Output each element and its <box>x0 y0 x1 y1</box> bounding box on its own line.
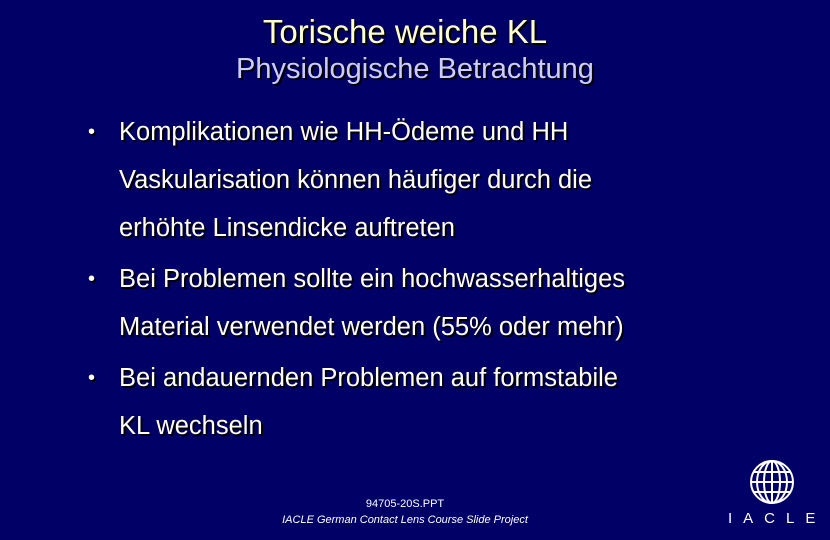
bullet-marker: • <box>88 268 96 290</box>
bullet-line: Bei Problemen sollte ein hochwasserhaltiges <box>119 265 626 293</box>
bullet-line: Bei andauernden Problemen auf formstabile <box>119 364 618 392</box>
bullet-item <box>88 255 728 351</box>
bullet-list <box>88 108 728 450</box>
footer-project-name: IACLE German Contact Lens Course Slide Project <box>282 514 528 526</box>
bullet-marker: • <box>88 367 96 389</box>
globe-icon <box>748 458 796 506</box>
bullet-marker: • <box>88 121 96 143</box>
slide-footer <box>230 496 580 528</box>
bullet-item <box>88 108 728 252</box>
slide-subtitle: Physiologische Betrachtung <box>236 53 594 85</box>
slide-title: Torische weiche KL <box>262 13 548 50</box>
logo-text: IACLE <box>728 510 827 527</box>
bullet-line: Vaskularisation können häufiger durch die <box>119 166 592 194</box>
bullet-line: erhöhte Linsendicke auftreten <box>119 214 455 242</box>
bullet-item <box>88 354 728 450</box>
bullet-line: Material verwendet werden (55% oder mehr) <box>119 313 624 341</box>
bullet-line: Komplikationen wie HH-Ödeme und HH <box>119 118 569 146</box>
footer-file-code: 94705-20S.PPT <box>365 498 445 510</box>
bullet-line: KL wechseln <box>119 412 263 440</box>
iacle-logo <box>728 456 827 540</box>
